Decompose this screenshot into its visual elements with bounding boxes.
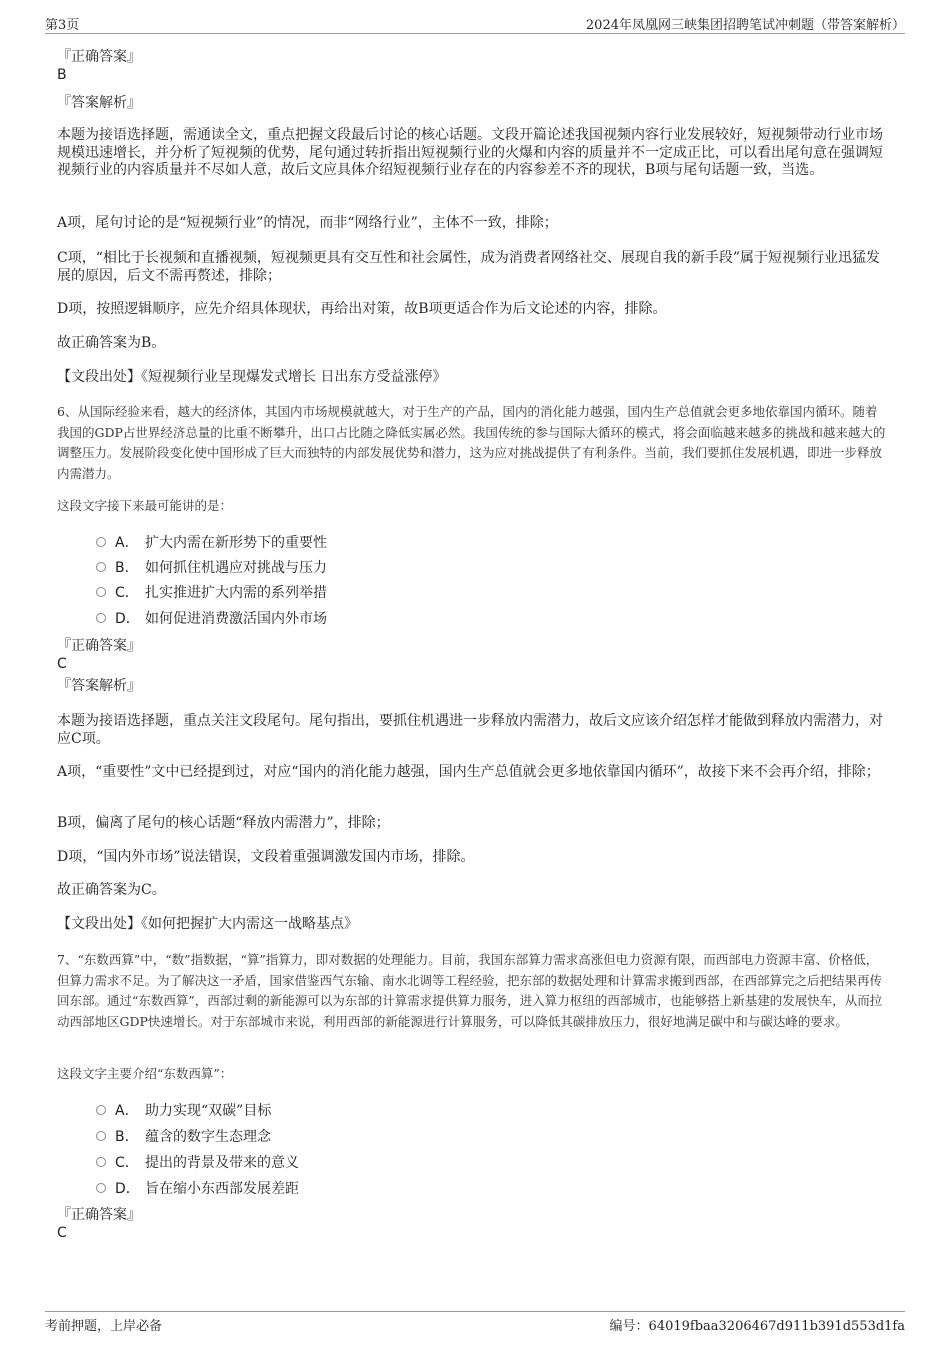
option-text: 提出的背景及带来的意义 xyxy=(145,1155,299,1171)
radio-icon[interactable] xyxy=(96,613,106,623)
q6-analysis-option-b: B项，偏离了尾句的核心话题“释放内需潜力”，排除； xyxy=(57,815,390,831)
q5-analysis-option-d: D项，按照逻辑顺序，应先介绍具体现状，再给出对策，故B项更适合作为后文论述的内容，排除。 xyxy=(57,301,667,317)
q7-option-a[interactable] xyxy=(96,1100,271,1120)
q6-question: 这段文字接下来最可能讲的是： xyxy=(57,498,233,513)
radio-icon[interactable] xyxy=(96,1131,106,1141)
q5-answer-label: 『正确答案』 xyxy=(57,49,141,65)
option-key: C． xyxy=(115,1155,139,1171)
q5-conclusion: 故正确答案为B。 xyxy=(57,335,166,351)
option-text: 助力实现“双碳”目标 xyxy=(145,1103,272,1119)
option-text: 如何抓住机遇应对挑战与压力 xyxy=(145,560,327,576)
q6-conclusion: 故正确答案为C。 xyxy=(57,882,166,898)
page-header xyxy=(45,14,905,34)
document-title: 2024年凤凰网三峡集团招聘笔试冲刺题（带答案解析） xyxy=(585,18,905,33)
option-key: D． xyxy=(115,611,140,627)
option-key: B． xyxy=(115,1129,139,1145)
q6-option-d[interactable] xyxy=(96,608,327,628)
option-text: 蕴含的数字生态理念 xyxy=(145,1129,271,1145)
q5-answer: B xyxy=(57,67,67,83)
radio-icon[interactable] xyxy=(96,537,106,547)
q7-question: 这段文字主要介绍“东数西算”： xyxy=(57,1066,233,1081)
q5-source: 【文段出处】《短视频行业呈现爆发式增长 日出东方受益涨停》 xyxy=(57,369,447,385)
radio-icon[interactable] xyxy=(96,1105,106,1115)
footer-slogan: 考前押题，上岸必备 xyxy=(45,1319,163,1334)
radio-icon[interactable] xyxy=(96,1157,106,1167)
q5-analysis-option-c: C项，“相比于长视频和直播视频，短视频更具有交互性和社会属性，成为消费者网络社交、展现自我的新手段”属于短视频行业迅猛发展的原因，后文不需再赘述，排除； xyxy=(57,250,881,284)
q5-analysis-option-a: A项，尾句讨论的是“短视频行业”的情况，而非“网络行业”，主体不一致，排除； xyxy=(57,215,558,231)
option-key: A． xyxy=(115,1103,139,1119)
option-text: 扩大内需在新形势下的重要性 xyxy=(145,535,327,551)
q7-answer: C xyxy=(57,1225,67,1241)
q5-analysis-label: 『答案解析』 xyxy=(57,95,141,111)
q6-analysis-option-a: A项，“重要性”文中已经提到过，对应“国内的消化能力越强，国内生产总值就会更多地依靠国内循环”，故接下来不会再介绍，排除； xyxy=(57,764,880,780)
q6-answer: C xyxy=(57,656,67,672)
q6-stem: 6、从国际经验来看，越大的经济体，其国内市场规模就越大，对于生产的产品，国内的消化能力越强，国内生产总值就会更多地依靠国内循环。随着我国的GDP占世界经济总量的比重不断攀升，出口占比随之降低实属必然。我国传统的参与国际大循环的模式，将会面临越来越多的挑战和越来越大的调整压力。发展阶段变化使中国形成了巨大而独特的内部发展优势和潜力，这为应对挑战提供了有利条件。当前，我们要抓住发展机遇，即进一步释放内需潜力。 xyxy=(57,404,886,481)
q6-option-b[interactable] xyxy=(96,557,327,577)
q6-analysis-option-d: D项，“国内外市场”说法错误，文段着重强调激发国内市场，排除。 xyxy=(57,849,475,865)
radio-icon[interactable] xyxy=(96,587,106,597)
option-key: A． xyxy=(115,535,139,551)
option-key: D． xyxy=(115,1181,140,1197)
option-text: 扎实推进扩大内需的系列举措 xyxy=(145,585,327,601)
q6-answer-label: 『正确答案』 xyxy=(57,638,141,654)
option-key: C． xyxy=(115,585,139,601)
footer-id: 编号：64019fbaa3206467d911b391d553d1fa xyxy=(609,1319,905,1334)
page-footer xyxy=(45,1311,905,1334)
q7-answer-label: 『正确答案』 xyxy=(57,1207,141,1223)
q6-option-c[interactable] xyxy=(96,582,327,602)
q6-option-a[interactable] xyxy=(96,532,327,552)
q7-option-d[interactable] xyxy=(96,1178,299,1198)
page-number: 第3页 xyxy=(45,18,80,33)
option-key: B． xyxy=(115,560,139,576)
radio-icon[interactable] xyxy=(96,562,106,572)
q6-analysis-paragraph: 本题为接语选择题，重点关注文段尾句。尾句指出，要抓住机遇进一步释放内需潜力，故后文应该介绍怎样才能做到释放内需潜力，对应C项。 xyxy=(57,713,883,747)
option-text: 如何促进消费激活国内外市场 xyxy=(145,611,327,627)
option-text: 旨在缩小东西部发展差距 xyxy=(145,1181,299,1197)
q7-option-b[interactable] xyxy=(96,1126,271,1146)
q6-source: 【文段出处】《如何把握扩大内需这一战略基点》 xyxy=(57,916,358,932)
q5-analysis-paragraph: 本题为接语选择题，需通读全文，重点把握文段最后讨论的核心话题。文段开篇论述我国视频内容行业发展较好，短视频带动行业市场规模迅速增长，并分析了短视频的优势，尾句通过转折指出短视频行业的火爆和内容的质量并不一定成正比，可以看出尾句意在强调短视频行业的内容质量并不尽如人意，故后文应具体介绍短视频行业存在的内容参差不齐的现状，B项与尾句话题一致，当选。 xyxy=(57,127,883,178)
q7-option-c[interactable] xyxy=(96,1152,299,1172)
q7-stem: 7、“东数西算”中，“数”指数据，“算”指算力，即对数据的处理能力。目前，我国东部算力需求高涨但电力资源有限，而西部电力资源丰富、价格低，但算力需求不足。为了解决这一矛盾，国家借鉴西气东输、南水北调等工程经验，把东部的数据处理和计算需求搬到西部，在西部算完之后把结果再传回东部。通过“东数西算”，西部过剩的新能源可以为东部的计算需求提供算力服务，进入算力枢纽的西部城市，也能够搭上新基建的发展快车，从而拉动西部地区GDP快速增长。对于东部城市来说，利用西部的新能源进行计算服务，可以降低其碳排放压力，很好地满足碳中和与碳达峰的要求。 xyxy=(57,952,883,1029)
q6-analysis-label: 『答案解析』 xyxy=(57,678,141,694)
radio-icon[interactable] xyxy=(96,1183,106,1193)
